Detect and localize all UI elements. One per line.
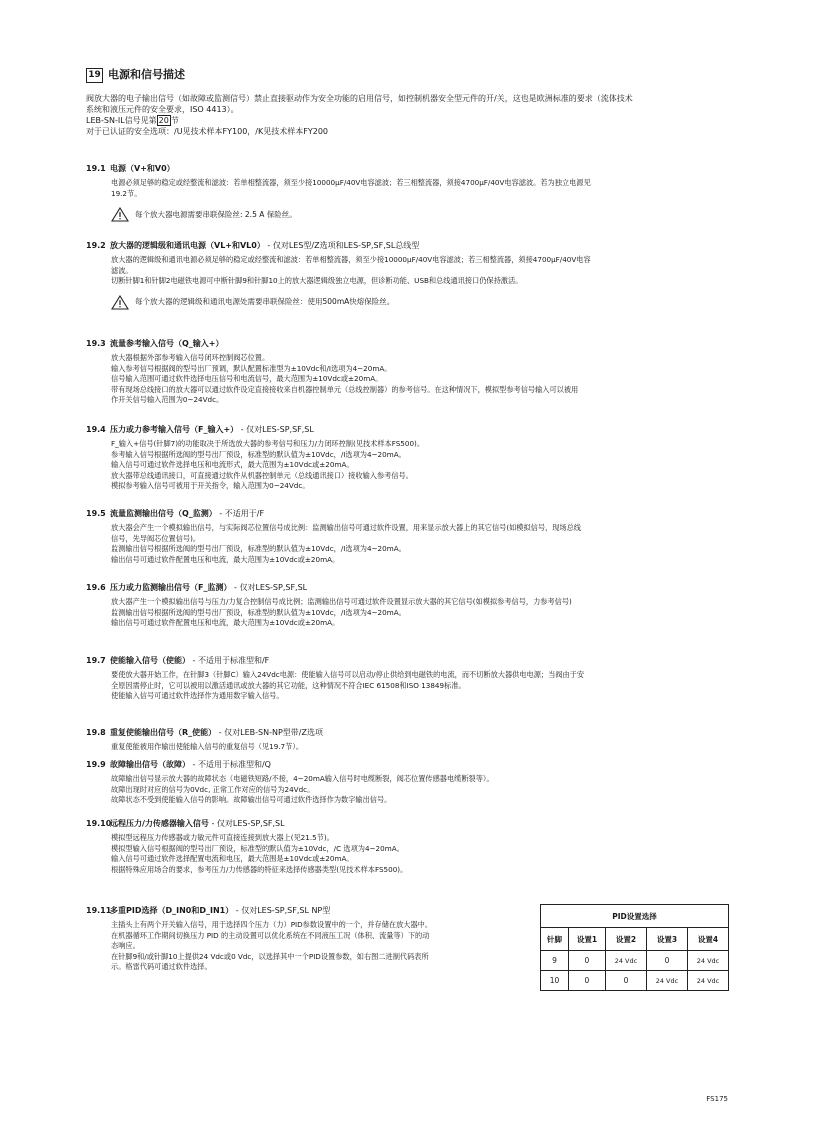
body-line: 信号，先导阀芯位置信号)。 (111, 533, 201, 543)
body-line: 输入信号可通过软件选择电压和电流形式，最大范围为±10Vdc或±20mA。 (111, 460, 354, 469)
section-19-9 (86, 759, 736, 806)
pid-table-header: 设置4 (687, 928, 728, 951)
body-line: 全原因需停止时，它可以被用以激活通讯或放大器的其它功能，这种情况不符合IEC 61508和ISO 13849标准。 (111, 680, 466, 690)
section-number: 19.5 (86, 509, 106, 518)
section-19-1 (86, 163, 736, 222)
body-line: 监测输出信号根据所选阀的型号出厂预设，标准型的默认值为±10Vdc，/I选项为4~20mA。 (111, 607, 406, 617)
body-line: 主插头上有两个开关输入信号，用于选择四个压力（力）PID参数设置中的一个，并存储在放大器中。 (111, 920, 433, 929)
body-line: 示。格雷代码可通过软件选择。 (111, 962, 212, 971)
warning-triangle-icon (111, 295, 129, 310)
warning-triangle-icon (111, 207, 129, 222)
body-line: 态响应。 (111, 941, 140, 950)
warning-text: 每个放大器电源需要串联保险丝: 2.5 A 保险丝。 (135, 209, 297, 219)
body-line: 根据特殊应用场合的要求，参考压力/力传感器的特征来选择传感器类型(见技术样本FS500)。 (111, 864, 408, 874)
body-line: 监测输出信号根据所选阀的型号出厂预设，标准型的默认值为±10Vdc，/I选项为4~20mA。 (111, 544, 406, 553)
body-line: 模拟参考输入信号可被用于开关指令，输入范围为0~24Vdc。 (111, 481, 310, 490)
body-line: 参考输入信号根据所选阀的型号出厂预设，标准型的默认值为±10Vdc，/I选项为4~20mA。 (111, 449, 406, 459)
section-number: 19.7 (86, 656, 106, 665)
body-line: 输入参考信号根据阀的型号出厂预调，默认配置标准型为±10Vdc和/I选项为4~20mA。 (111, 363, 392, 373)
body-line: 在机器循环工作期间切换压力 PID 的主动设置可以优化系统在不同液压工况（体积、流量等）下的动 (111, 930, 430, 940)
section-body (111, 523, 731, 565)
warning-text: 每个放大器的逻辑级和通讯电源处需要串联保险丝：使用500mA快熔保险丝。 (135, 297, 395, 306)
intro-paragraph (86, 93, 736, 137)
section-title: 压力或力参考输入信号（F_输入+） (110, 425, 239, 434)
section-title: 多重PID选择（D_IN0和D_IN1） (110, 906, 234, 915)
body-line: 放大器的逻辑级和通讯电源必须足够的稳定或经整流和滤波：若单相整流器，须至少接10000μF/40V电容滤波；若三相整流器，须接4700μF/40V电容 (111, 255, 591, 264)
intro-text: LEB-SN-IL信号见第 (86, 116, 157, 125)
body-line: 重复使能被用作输出使能输入信号的重复信号（见19.7节）。 (111, 742, 304, 751)
intro-line: 对于已认证的安全选项：/U见技术样本FY100，/K见技术样本FY200 (86, 127, 329, 136)
warning-note (111, 295, 736, 310)
section-body (111, 353, 731, 406)
section-19-2 (86, 240, 736, 310)
section-heading (86, 240, 736, 251)
section-number: 19.4 (86, 425, 106, 434)
body-line: F_输入+信号(针脚7)的功能取决于所选放大器的参考信号和压力/力闭环控制(见技术样本FS500)。 (111, 439, 425, 448)
pid-table-cell: 0 (646, 951, 687, 971)
body-line: 放大器产生一个模拟输出信号与压力/力复合控制信号成比例；监测输出信号可通过软件设置显示放大器的其它信号(如模拟参考信号，力参考信号) (111, 597, 572, 606)
section-applicability-note: - 仅对LES-SP,SF,SL (208, 819, 285, 828)
section-body (111, 597, 731, 629)
section-reference-box: 20 (158, 116, 169, 125)
section-number: 19.9 (86, 760, 106, 769)
section-heading (86, 338, 736, 349)
page-code: FS175 (706, 1095, 728, 1103)
body-line: 故障输出信号显示放大器的故障状态（电磁铁短路/不接，4~20mA输入信号时电缆断裂，阀芯位置传感器电缆断裂等）。 (111, 774, 494, 783)
section-number: 19.10 (86, 819, 112, 828)
section-number: 19.6 (86, 583, 106, 592)
pid-table-cell: 24 Vdc (687, 951, 728, 971)
section-heading (86, 424, 736, 435)
section-body (111, 833, 731, 875)
pid-table-cell: 10 (541, 971, 569, 991)
section-19-7 (86, 655, 736, 702)
table-row (541, 971, 729, 991)
pid-table-cell: 24 Vdc (646, 971, 687, 991)
body-line: 19.2节。 (111, 188, 142, 198)
section-body (111, 774, 731, 806)
section-applicability-note: - 仅对LES型/Z选项和LES-SP,SF,SL总线型 (264, 241, 420, 250)
section-applicability-note: - 仅对LES-SP,SF,SL (231, 583, 308, 592)
table-row (541, 951, 729, 971)
page-title: 电源和信号描述 (108, 68, 185, 81)
section-body (111, 742, 731, 753)
section-applicability-note: - 不适用于标准型和/F (190, 656, 270, 665)
section-heading (86, 163, 736, 174)
pid-table-title: PID设置选择 (541, 905, 729, 928)
body-line: 放大器带总线通讯接口，可直接通过软件从机器控制单元（总线通讯接口）接收输入参考信号。 (111, 470, 413, 480)
intro-line (86, 115, 736, 126)
section-applicability-note: - 不适用于/F (216, 509, 265, 518)
section-19-6 (86, 582, 736, 629)
section-number: 19.8 (86, 728, 106, 737)
intro-text: 节 (170, 116, 179, 125)
body-line: 要使放大器开始工作，在针脚3（针脚C）输入24Vdc电源：使能输入信号可以启动/停止供给到电磁铁的电流，而不切断放大器供电电源；当阀由于安 (111, 670, 585, 679)
body-line: 切断针脚1和针脚2电磁铁电源可中断针脚9和针脚10上的放大器逻辑级独立电源，但诊断功能、USB和总线通讯接口仍保持激活。 (111, 276, 523, 285)
pid-table-header: 设置3 (646, 928, 687, 951)
section-body (111, 439, 731, 492)
body-line: 输出信号可通过软件配置电压和电流，最大范围为±10Vdc或±20mA。 (111, 618, 340, 627)
body-line: 作开关信号输入范围为0~24Vdc。 (111, 395, 224, 404)
section-heading (86, 655, 736, 666)
pid-selection-table (540, 904, 729, 991)
pid-table-cell: 0 (605, 971, 646, 991)
section-number: 19.3 (86, 339, 106, 348)
section-19-4 (86, 424, 736, 492)
body-line: 输入信号可通过软件选择配置电流和电压，最大范围是±10Vdc或±20mA。 (111, 854, 354, 863)
section-19-3 (86, 338, 736, 406)
section-19-10 (86, 818, 736, 875)
body-line: 故障出现时对应的信号为0Vdc, 正常工作对应的信号为24Vdc。 (111, 784, 315, 794)
section-applicability-note: - 仅对LES-SP,SF,SL NP型 (233, 906, 331, 915)
section-title: 压力或力监测输出信号（F_监测） (110, 583, 232, 592)
intro-line: 系统和液压元件的安全要求，ISO 4413）。 (86, 105, 239, 114)
section-title: 电源（V+和V0） (110, 164, 175, 173)
section-heading (86, 759, 736, 770)
body-line: 使能输入信号可通过软件选择作为通用数字输入信号。 (111, 691, 284, 700)
section-heading (86, 582, 736, 593)
body-line: 输出信号可通过软件配置电压和电流，最大范围为±10Vdc或±20mA。 (111, 554, 340, 564)
section-number: 19.2 (86, 241, 106, 250)
section-body (111, 178, 731, 199)
body-line: 信号输入范围可通过软件选择电压信号和电流信号，最大范围为±10Vdc或±20mA。 (111, 374, 383, 383)
body-line: 故障状态不受到使能输入信号的影响。故障输出信号可通过软件选择作为数字输出信号。 (111, 795, 392, 804)
section-title: 故障输出信号（故障） (110, 760, 190, 769)
section-body (111, 255, 731, 287)
section-title: 远程压力/力传感器输入信号 (110, 819, 209, 828)
body-line: 模拟型输入信号根据阀的型号出厂预设，标准型的默认值为±10Vdc，/C 选项为4~20mA。 (111, 843, 404, 853)
section-title: 放大器的逻辑级和通讯电源（VL+和VL0） (110, 241, 265, 250)
section-number: 19.11 (86, 906, 112, 915)
pid-table-header: 设置2 (605, 928, 646, 951)
section-body (111, 670, 731, 702)
section-heading (86, 818, 736, 829)
section-title: 流量监测输出信号（Q_监测） (110, 509, 217, 518)
section-title: 重复使能输出信号（R_使能） (110, 728, 217, 737)
section-number: 19.1 (86, 164, 106, 173)
pid-table-header: 设置1 (568, 928, 605, 951)
section-19-8 (86, 727, 736, 753)
intro-line: 阀放大器的电子输出信号（如故障或监测信号）禁止直接驱动作为安全功能的启用信号，如控制机器安全型元件的开/关，这也是欧洲标准的要求（流体技术 (86, 94, 633, 103)
pid-table-cell: 24 Vdc (605, 951, 646, 971)
section-applicability-note: - 仅对LES-SP,SF,SL (238, 425, 314, 434)
section-heading (86, 508, 736, 519)
pid-table-cell: 9 (541, 951, 569, 971)
section-applicability-note: - 不适用于标准型和/Q (190, 760, 271, 769)
body-line: 放大器会产生一个模拟输出信号，与实际阀芯位置信号成比例：监测输出信号可通过软件设置，用来显示放大器上的其它信号(如模拟信号，现场总线 (111, 523, 581, 532)
body-line: 在针脚9和/或针脚10上提供24 Vdc或0 Vdc，以选择其中一个PID设置参数，如右图二进制代码表所 (111, 951, 429, 961)
body-line: 电源必须足够的稳定或经整流和滤波：若单相整流器，须至少接10000μF/40V电容滤波；若三相整流器，须接4700μF/40V电容滤波。若为独立电源见 (111, 178, 591, 187)
pid-table-cell: 0 (568, 971, 605, 991)
section-title: 使能输入信号（使能） (110, 656, 190, 665)
pid-table-cell: 0 (568, 951, 605, 971)
section-19-5 (86, 508, 736, 565)
section-applicability-note: - 仅对LEB-SN-NP型带/Z选项 (216, 728, 323, 737)
pid-table-header: 针脚 (541, 928, 569, 951)
body-line: 放大器根据外部参考输入信号闭环控制阀芯位置。 (111, 353, 270, 362)
warning-note (111, 207, 736, 222)
section-title: 流量参考输入信号（Q_输入+） (110, 339, 224, 348)
section-heading (86, 727, 736, 738)
body-line: 带有现场总线接口的放大器可以通过软件设定直接接收来自机器控制单元（总线控制器）的参考信号。在这种情况下，模拟型参考信号输入可以被用 (111, 384, 579, 394)
section-number-box: 19 (86, 68, 103, 83)
pid-table-cell: 24 Vdc (687, 971, 728, 991)
body-line: 模拟型远程压力传感器或力敏元件可直接连接到放大器上(见21.5节)。 (111, 833, 334, 842)
body-line: 滤波。 (111, 265, 133, 275)
